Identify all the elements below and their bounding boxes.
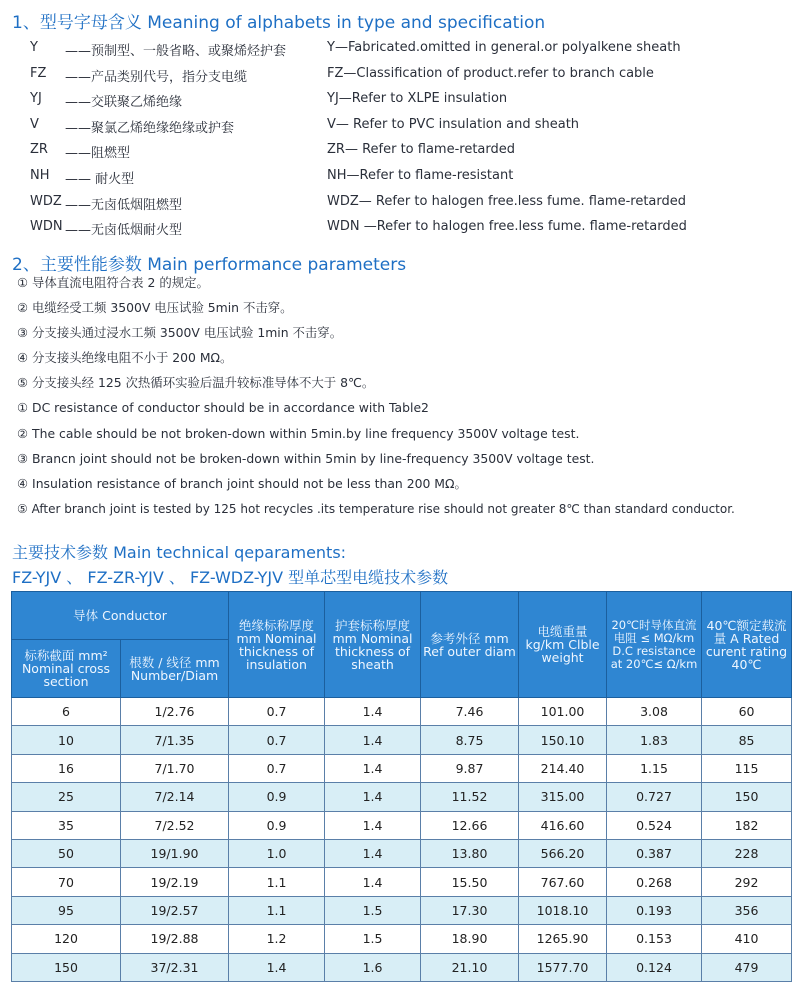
cell-diam: 18.90 <box>421 925 519 953</box>
cell-insulation: 0.9 <box>229 811 325 839</box>
header-strands: 根数 / 线径 mm Number/Diam <box>121 640 229 698</box>
cell-current: 150 <box>702 783 792 811</box>
cell-diam: 8.75 <box>421 726 519 754</box>
abbr-en: ZR— Refer to flame-retarded <box>327 142 515 158</box>
cell-diam: 17.30 <box>421 896 519 924</box>
cell-sheath: 1.5 <box>325 925 421 953</box>
abbr-en: NH—Refer to flame-resistant <box>327 167 514 183</box>
cell-insulation: 0.9 <box>229 783 325 811</box>
cell-strands: 19/2.88 <box>121 925 229 953</box>
perf-item: ① DC resistance of conductor should be in accordance with Table2 <box>17 400 429 416</box>
abbr-zh: ——聚氯乙烯绝缘绝缘或护套 <box>65 120 235 136</box>
cell-weight: 150.10 <box>519 726 607 754</box>
cell-weight: 1265.90 <box>519 925 607 953</box>
cell-current: 410 <box>702 925 792 953</box>
performance-list <box>17 273 797 524</box>
perf-item: ② The cable should be not broken-down within 5min.by line frequency 3500V voltage test. <box>17 425 580 441</box>
cell-weight: 214.40 <box>519 754 607 782</box>
perf-item: ⑤ After branch joint is tested by 125 hot recycles .its temperature rise should not greater 8℃ than standard conductor. <box>17 501 735 516</box>
abbr-code: FZ <box>30 65 47 81</box>
abbr-zh: ——预制型、一般省略、或聚烯烃护套 <box>65 44 287 59</box>
abbr-code: Y <box>30 40 38 55</box>
cell-area: 16 <box>12 754 121 782</box>
perf-item: ④ 分支接头绝缘电阻不小于 200 MΩ。 <box>17 350 233 366</box>
cell-strands: 7/2.14 <box>121 783 229 811</box>
abbr-en: WDN —Refer to halogen free.less fume. flame-retarded <box>327 219 687 235</box>
cell-strands: 7/1.35 <box>121 726 229 754</box>
cell-sheath: 1.4 <box>325 811 421 839</box>
cell-insulation: 1.0 <box>229 839 325 867</box>
header-conductor: 导体 Conductor <box>12 592 229 640</box>
cell-insulation: 1.4 <box>229 953 325 981</box>
cell-strands: 1/2.76 <box>121 698 229 726</box>
cell-area: 95 <box>12 896 121 924</box>
section2-title: 2、主要性能参数 Main performance parameters <box>12 255 407 275</box>
cell-insulation: 0.7 <box>229 698 325 726</box>
abbr-en: FZ—Classification of product.refer to branch cable <box>327 65 654 81</box>
table-row <box>12 726 792 754</box>
cell-sheath: 1.5 <box>325 896 421 924</box>
cell-weight: 1577.70 <box>519 953 607 981</box>
cell-area: 70 <box>12 868 121 896</box>
cell-sheath: 1.4 <box>325 754 421 782</box>
abbr-en: WDZ— Refer to halogen free.less fume. flame-retarded <box>327 193 687 209</box>
abbr-zh: ——产品类别代号，指分支电缆 <box>65 69 248 85</box>
table-row <box>12 868 792 896</box>
cell-resistance: 0.524 <box>607 811 702 839</box>
abbr-code: WDZ <box>30 193 62 209</box>
cell-area: 25 <box>12 783 121 811</box>
cell-insulation: 1.1 <box>229 868 325 896</box>
cell-weight: 416.60 <box>519 811 607 839</box>
cell-insulation: 0.7 <box>229 754 325 782</box>
cell-resistance: 0.268 <box>607 868 702 896</box>
cell-strands: 7/2.52 <box>121 811 229 839</box>
cell-weight: 101.00 <box>519 698 607 726</box>
cell-area: 50 <box>12 839 121 867</box>
abbreviation-list <box>0 37 800 242</box>
abbr-zh: ——无卤低烟耐火型 <box>65 223 183 239</box>
abbr-zh: ——无卤低烟阻燃型 <box>65 197 183 213</box>
header-sheath: 护套标称厚度 mm Nominal thickness of sheath <box>325 592 421 698</box>
cell-area: 120 <box>12 925 121 953</box>
cell-current: 85 <box>702 726 792 754</box>
cell-resistance: 0.193 <box>607 896 702 924</box>
spec-table <box>11 591 792 982</box>
perf-item: ② 电缆经受工频 3500V 电压试验 5min 不击穿。 <box>17 300 293 316</box>
cell-weight: 315.00 <box>519 783 607 811</box>
cell-resistance: 0.387 <box>607 839 702 867</box>
table-row <box>12 754 792 782</box>
table-row <box>12 698 792 726</box>
abbr-zh: ——交联聚乙烯绝缘 <box>65 95 183 111</box>
cell-diam: 7.46 <box>421 698 519 726</box>
cell-diam: 21.10 <box>421 953 519 981</box>
cell-strands: 19/1.90 <box>121 839 229 867</box>
header-outer-diam: 参考外径 mm Ref outer diam <box>421 592 519 698</box>
cell-diam: 12.66 <box>421 811 519 839</box>
abbr-zh: —— 耐火型 <box>65 171 135 187</box>
cell-resistance: 1.15 <box>607 754 702 782</box>
header-weight: 电缆重量 kg/km Clble weight <box>519 592 607 698</box>
abbr-code: NH <box>30 167 50 183</box>
cell-current: 228 <box>702 839 792 867</box>
abbr-code: V <box>30 116 39 132</box>
cell-sheath: 1.6 <box>325 953 421 981</box>
table-row <box>12 896 792 924</box>
cell-diam: 11.52 <box>421 783 519 811</box>
cell-diam: 15.50 <box>421 868 519 896</box>
abbr-en: V— Refer to PVC insulation and sheath <box>327 116 580 132</box>
table-row <box>12 839 792 867</box>
table-row <box>12 811 792 839</box>
section3-title: 主要技术参数 Main technical qeparaments: <box>12 543 347 562</box>
header-insulation: 绝缘标称厚度 mm Nominal thickness of insulation <box>229 592 325 698</box>
table-row <box>12 953 792 981</box>
perf-item: ① 导体直流电阻符合表 2 的规定。 <box>17 275 209 290</box>
abbr-row <box>0 37 800 63</box>
cell-sheath: 1.4 <box>325 783 421 811</box>
cell-strands: 37/2.31 <box>121 953 229 981</box>
cell-resistance: 1.83 <box>607 726 702 754</box>
cell-current: 479 <box>702 953 792 981</box>
abbr-en: Y—Fabricated.omitted in general.or polyalkene sheath <box>327 40 681 55</box>
abbr-row <box>0 165 800 191</box>
abbr-row <box>0 139 800 165</box>
cell-current: 60 <box>702 698 792 726</box>
abbr-code: WDN <box>30 219 63 235</box>
abbr-code: ZR <box>30 142 48 158</box>
cell-weight: 1018.10 <box>519 896 607 924</box>
abbr-row <box>0 216 800 242</box>
perf-item: ③ Brancn joint should not be broken-down within 5min by line-frequency 3500V voltage test. <box>17 450 595 466</box>
perf-item: ③ 分支接头通过浸水工频 3500V 电压试验 1min 不击穿。 <box>17 325 343 341</box>
cell-insulation: 1.1 <box>229 896 325 924</box>
cell-strands: 19/2.19 <box>121 868 229 896</box>
abbr-code: YJ <box>30 91 42 107</box>
cell-weight: 767.60 <box>519 868 607 896</box>
cell-current: 356 <box>702 896 792 924</box>
table-row <box>12 925 792 953</box>
cell-resistance: 0.153 <box>607 925 702 953</box>
cell-area: 10 <box>12 726 121 754</box>
perf-item: ④ Insulation resistance of branch joint should not be less than 200 MΩ。 <box>17 475 467 491</box>
cell-sheath: 1.4 <box>325 839 421 867</box>
abbr-row <box>0 191 800 217</box>
cell-area: 150 <box>12 953 121 981</box>
perf-item: ⑤ 分支接头经 125 次热循环实验后温升较标准导体不大于 8℃。 <box>17 375 375 391</box>
abbr-en: YJ—Refer to XLPE insulation <box>327 91 508 107</box>
header-current: 40℃额定载流量 A Rated curent rating 40℃ <box>702 592 792 698</box>
header-area: 标称截面 mm² Nominal cross section <box>12 640 121 698</box>
header-resistance: 20℃时导体直流电阻 ≤ MΩ/km D.C resistance at 20℃≤ Ω/km <box>607 592 702 698</box>
abbr-row <box>0 88 800 114</box>
cell-insulation: 1.2 <box>229 925 325 953</box>
cell-insulation: 0.7 <box>229 726 325 754</box>
cell-weight: 566.20 <box>519 839 607 867</box>
cell-resistance: 0.124 <box>607 953 702 981</box>
cell-current: 115 <box>702 754 792 782</box>
cell-current: 292 <box>702 868 792 896</box>
abbr-row <box>0 114 800 140</box>
table-row <box>12 783 792 811</box>
abbr-zh: ——阻燃型 <box>65 146 131 162</box>
cell-sheath: 1.4 <box>325 726 421 754</box>
section3-subtitle: FZ-YJV 、 FZ-ZR-YJV 、 FZ-WDZ-YJV 型单芯型电缆技术参数 <box>12 568 449 587</box>
cell-area: 6 <box>12 698 121 726</box>
cell-resistance: 3.08 <box>607 698 702 726</box>
cell-area: 35 <box>12 811 121 839</box>
section1-title: 1、型号字母含义 Meaning of alphabets in type and specification <box>12 13 546 33</box>
cell-sheath: 1.4 <box>325 698 421 726</box>
cell-current: 182 <box>702 811 792 839</box>
cell-diam: 13.80 <box>421 839 519 867</box>
cell-diam: 9.87 <box>421 754 519 782</box>
cell-strands: 19/2.57 <box>121 896 229 924</box>
cell-sheath: 1.4 <box>325 868 421 896</box>
abbr-row <box>0 63 800 89</box>
cell-strands: 7/1.70 <box>121 754 229 782</box>
cell-resistance: 0.727 <box>607 783 702 811</box>
